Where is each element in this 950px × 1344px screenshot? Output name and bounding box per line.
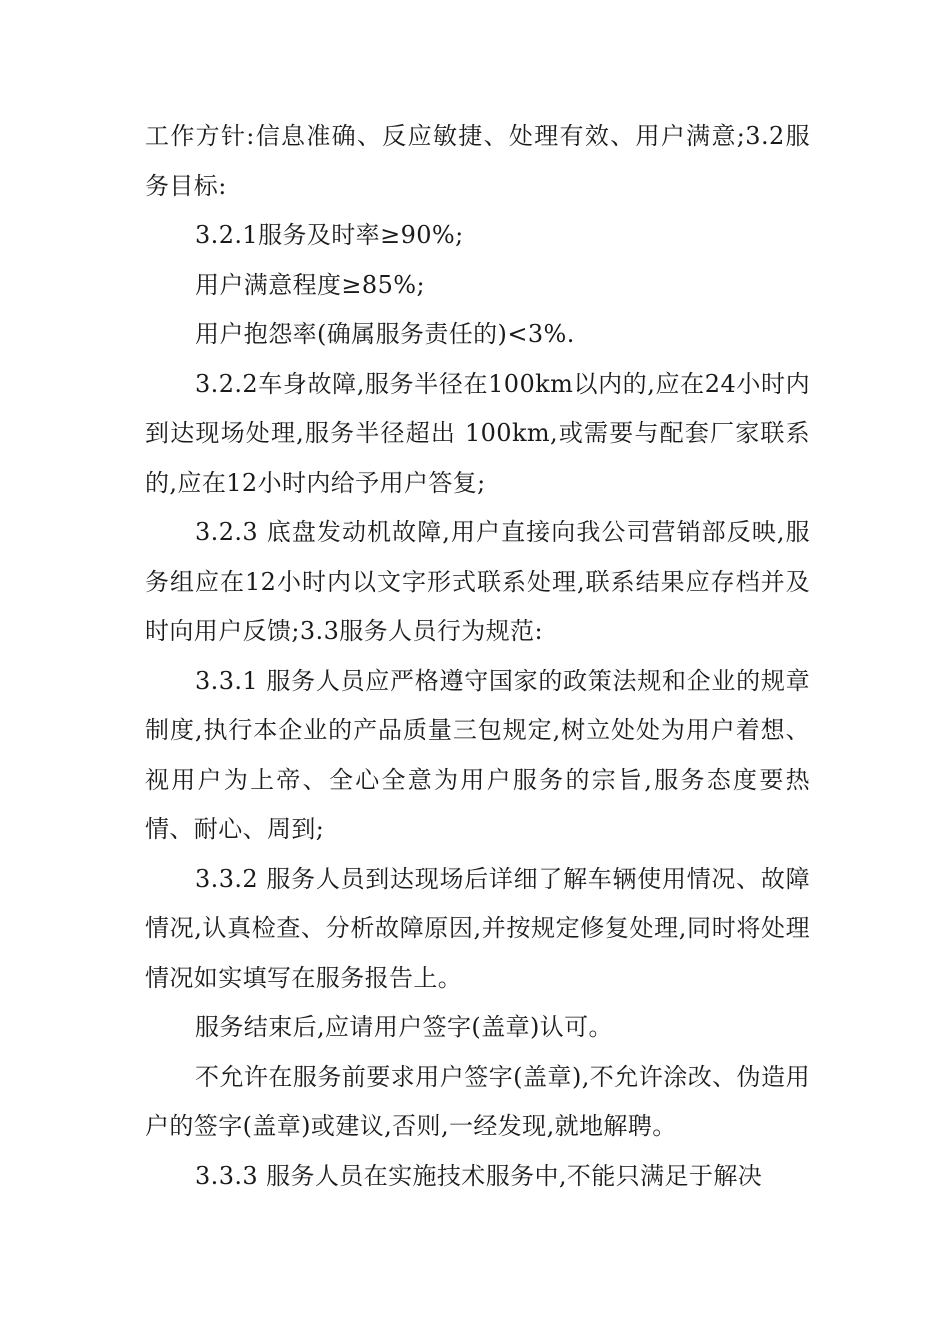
paragraph-3-2-1: 3.2.1服务及时率≥90%; <box>195 221 464 249</box>
paragraph-work-policy: 工作方针:信息准确、反应敏捷、处理有效、用户满意;3.2服务目标: <box>145 122 810 200</box>
paragraph-3-3-3: 3.3.3 服务人员在实施技术服务中,不能只满足于解决 <box>195 1161 763 1190</box>
paragraph-satisfaction: 用户满意程度≥85%; <box>195 270 425 299</box>
paragraph-complaint-rate: 用户抱怨率(确属服务责任的)<3%. <box>195 320 575 348</box>
paragraph-3-2-3: 3.2.3 底盘发动机故障,用户直接向我公司营销部反映,服务组应在12小时内以文字形式联系处理,联系结果应存档并及时向用户反馈;3.3服务人员行为规范: <box>145 518 810 645</box>
document-body <box>145 112 810 1201</box>
paragraph-3-2-2: 3.2.2车身故障,服务半径在100km以内的,应在24小时内到达现场处理,服务半径超出 100km,或需要与配套厂家联系的,应在12小时内给予用户答复; <box>145 369 810 497</box>
paragraph-3-3-2: 3.3.2 服务人员到达现场后详细了解车辆使用情况、故障情况,认真检查、分析故障原因,并按规定修复处理,同时将处理情况如实填写在服务报告上。 <box>145 864 810 992</box>
paragraph-not-allowed: 不允许在服务前要求用户签字(盖章),不允许涂改、伪造用户的签字(盖章)或建议,否则,一经发现,就地解聘。 <box>145 1062 810 1140</box>
paragraph-3-3-1: 3.3.1 服务人员应严格遵守国家的政策法规和企业的规章制度,执行本企业的产品质量三包规定,树立处处为用户着想、视用户为上帝、全心全意为用户服务的宗旨,服务态度要热情、耐心、周到; <box>145 666 810 843</box>
paragraph-service-end: 服务结束后,应请用户签字(盖章)认可。 <box>195 1013 613 1041</box>
